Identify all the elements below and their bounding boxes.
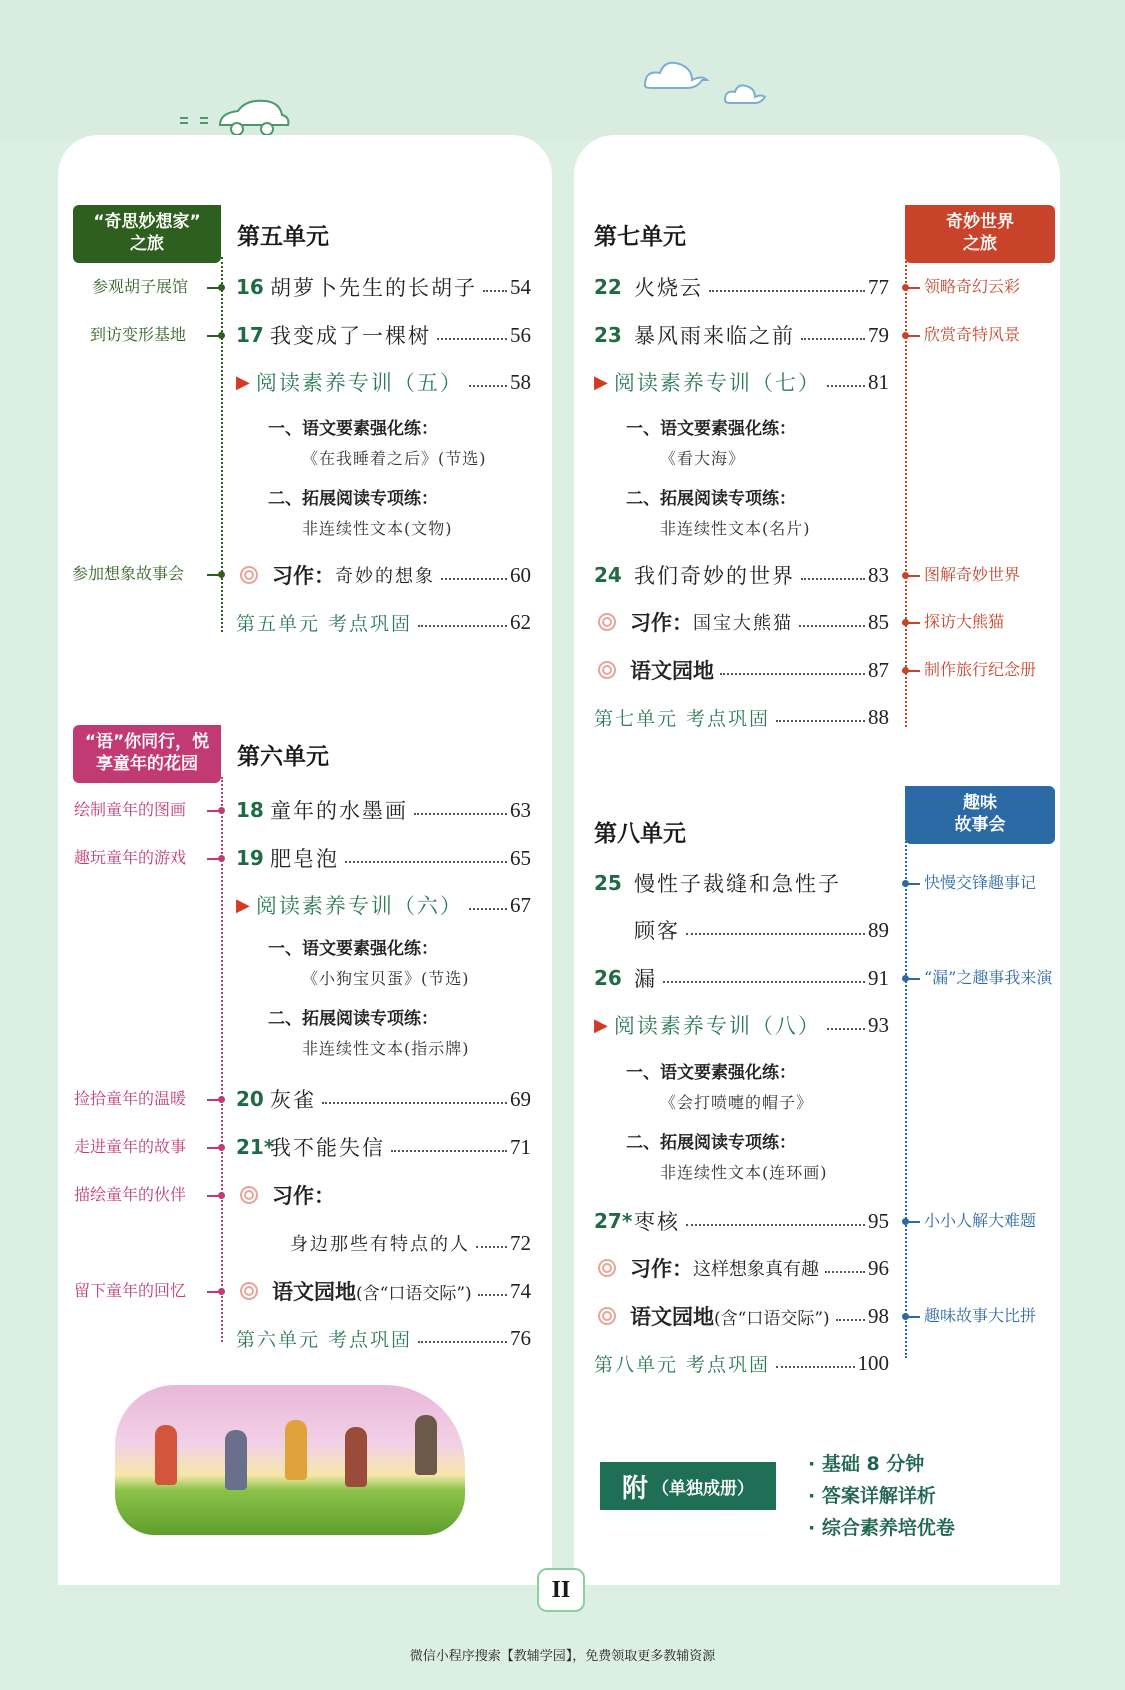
toc-entry-writing-6[interactable] xyxy=(236,1180,531,1210)
lesson-title: 胡萝卜先生的长胡子 xyxy=(270,276,477,300)
lesson-title: 肥皂泡 xyxy=(270,847,339,871)
timeline-dot xyxy=(218,284,225,291)
toc-entry-25[interactable] xyxy=(594,868,889,898)
side-label: 绘制童年的图画 xyxy=(74,800,187,819)
double-circle-icon xyxy=(240,1282,258,1300)
page-number: 83 xyxy=(868,562,889,587)
child-figure xyxy=(285,1420,307,1480)
sub-heading: 二、拓展阅读专项练： xyxy=(268,489,438,509)
lesson-title: 慢性子裁缝和急性子 xyxy=(634,872,841,896)
leader-dots xyxy=(825,1270,865,1273)
connector xyxy=(908,287,920,289)
sub-text: 非连续性文本(文物) xyxy=(302,519,453,538)
page-number: 77 xyxy=(868,274,889,299)
sub-text: 非连续性文本(连环画) xyxy=(660,1163,828,1182)
unit7-timeline xyxy=(905,257,907,727)
garden-note: (含“口语交际”) xyxy=(714,1308,830,1329)
garden-label: 语文园地 xyxy=(272,1279,356,1304)
page-number: 62 xyxy=(510,609,531,634)
lesson-title: 童年的水墨画 xyxy=(270,799,408,823)
leader-dots xyxy=(345,860,507,863)
side-label: 快慢交锋趣事记 xyxy=(924,873,1037,892)
side-label: 描绘童年的伙伴 xyxy=(74,1185,187,1204)
toc-entry-26[interactable] xyxy=(594,963,889,993)
footer-note: 微信小程序搜索【教辅学园】，免费领取更多教辅资源 xyxy=(409,1649,716,1664)
toc-entry-garden-6[interactable] xyxy=(236,1276,531,1306)
leader-dots xyxy=(827,384,865,387)
leader-dots xyxy=(483,289,507,292)
connector xyxy=(908,622,920,624)
arrow-right-icon: ▶ xyxy=(236,371,250,393)
page-number: 71 xyxy=(510,1134,531,1159)
lesson-number: 17 xyxy=(236,323,264,347)
page-number: 95 xyxy=(868,1208,889,1233)
timeline-dot xyxy=(218,807,225,814)
unit7-title: 第七单元 xyxy=(594,224,686,250)
unit8-timeline xyxy=(905,838,907,1358)
side-label: 图解奇妙世界 xyxy=(924,565,1021,584)
double-circle-icon xyxy=(598,613,616,631)
leader-dots xyxy=(709,289,865,292)
leader-dots xyxy=(799,624,865,627)
leader-dots xyxy=(437,337,507,340)
theme-tag-line2: 故事会 xyxy=(954,815,1006,835)
special-title: 阅读素养专训（六） xyxy=(255,894,463,918)
toc-entry-reading-training-6[interactable] xyxy=(236,890,531,920)
leader-dots xyxy=(478,1293,507,1296)
theme-tag-line1: “奇思妙想家” xyxy=(93,212,201,232)
appendix-item: · 综合素养培优卷 xyxy=(808,1517,955,1539)
appendix-item: · 答案详解详析 xyxy=(808,1485,936,1507)
sub-heading: 一、语文要素强化练： xyxy=(268,939,438,959)
child-figure xyxy=(415,1415,437,1475)
timeline-dot xyxy=(218,855,225,862)
timeline-dot xyxy=(218,332,225,339)
leader-dots xyxy=(801,337,865,340)
sub-heading: 二、拓展阅读专项练： xyxy=(626,1133,796,1153)
review-title: 第五单元 考点巩固 xyxy=(236,612,413,635)
toc-entry-20[interactable] xyxy=(236,1084,531,1114)
garden-label: 语文园地 xyxy=(630,1304,714,1329)
sub-text: 《看大海》 xyxy=(660,449,746,468)
sub-heading: 二、拓展阅读专项练： xyxy=(626,489,796,509)
toc-entry-writing-8[interactable] xyxy=(594,1253,889,1283)
connector xyxy=(908,670,920,672)
writing-title: 奇妙的想象 xyxy=(335,566,435,587)
toc-entry-garden-7[interactable] xyxy=(594,655,889,685)
children-running-illustration xyxy=(115,1385,465,1535)
child-figure xyxy=(345,1427,367,1487)
sub-text: 非连续性文本(名片) xyxy=(660,519,811,538)
connector xyxy=(908,335,920,337)
appendix-note: （单独成册） xyxy=(652,1478,754,1499)
unit8-title: 第八单元 xyxy=(594,821,686,847)
theme-tag-line1: “语”你同行，悦 xyxy=(84,732,210,752)
appendix-item: · 基础 8 分钟 xyxy=(808,1453,925,1475)
connector xyxy=(908,1316,920,1318)
lesson-title: 火烧云 xyxy=(634,276,703,300)
lesson-number: 27* xyxy=(594,1209,633,1233)
toc-entry-review-8[interactable] xyxy=(594,1348,889,1378)
theme-tag-line2: 享童年的花园 xyxy=(96,754,198,774)
page-number: 98 xyxy=(868,1303,889,1328)
unit5-title: 第五单元 xyxy=(237,224,329,250)
leader-dots xyxy=(663,980,865,983)
toc-entry-writing-6-cont[interactable] xyxy=(290,1228,531,1258)
side-label: “漏”之趣事我来演 xyxy=(924,968,1053,987)
leader-dots xyxy=(836,1318,865,1321)
garden-label: 语文园地 xyxy=(630,658,714,683)
page-number: 91 xyxy=(868,965,889,990)
side-label: 参加想象故事会 xyxy=(72,564,185,583)
theme-tag-line2: 之旅 xyxy=(963,234,997,254)
leader-dots xyxy=(686,932,865,935)
toc-entry-review-6[interactable] xyxy=(236,1323,531,1353)
connector xyxy=(908,1221,920,1223)
lesson-number: 23 xyxy=(594,323,622,347)
page-number: 89 xyxy=(868,917,889,942)
header-background xyxy=(0,0,1125,140)
lesson-title: 漏 xyxy=(634,967,657,991)
cloud-icon xyxy=(640,55,780,115)
timeline-dot xyxy=(218,1144,225,1151)
page-number: 54 xyxy=(510,274,531,299)
unit6-title: 第六单元 xyxy=(237,744,329,770)
writing-label: 习作： xyxy=(272,563,335,588)
sub-text: 《小狗宝贝蛋》(节选) xyxy=(302,969,470,988)
leader-dots xyxy=(469,907,507,910)
writing-label: 习作： xyxy=(272,1183,335,1208)
toc-entry-21[interactable] xyxy=(236,1132,531,1162)
page-number: 56 xyxy=(510,322,531,347)
writing-label: 习作： xyxy=(630,610,693,635)
lesson-title: 我不能失信 xyxy=(270,1136,385,1160)
connector xyxy=(908,978,920,980)
leader-dots xyxy=(476,1245,507,1248)
leader-dots xyxy=(827,1027,865,1030)
arrow-right-icon: ▶ xyxy=(594,1014,608,1036)
leader-dots xyxy=(418,1340,507,1343)
appendix-item-text: 综合素养培优卷 xyxy=(821,1517,955,1539)
special-title: 阅读素养专训（八） xyxy=(613,1014,821,1038)
side-label: 捡拾童年的温暖 xyxy=(74,1089,187,1108)
toc-entry-18[interactable] xyxy=(236,795,531,825)
sub-text: 《会打喷嚏的帽子》 xyxy=(660,1093,814,1112)
leader-dots xyxy=(776,1365,854,1368)
lesson-title: 我们奇妙的世界 xyxy=(634,564,795,588)
toc-entry-reading-training-8[interactable] xyxy=(594,1010,889,1040)
leader-dots xyxy=(720,672,865,675)
toc-entry-24[interactable] xyxy=(594,560,889,590)
unit7-theme-tag xyxy=(905,205,1055,263)
page-number: 63 xyxy=(510,797,531,822)
review-title: 第八单元 考点巩固 xyxy=(594,1353,771,1376)
sub-heading: 一、语文要素强化练： xyxy=(268,419,438,439)
double-circle-icon xyxy=(598,661,616,679)
lesson-number: 16 xyxy=(236,275,264,299)
timeline-dot xyxy=(218,1288,225,1295)
page-number: 87 xyxy=(868,657,889,682)
garden-note: (含“口语交际”) xyxy=(356,1283,472,1304)
connector xyxy=(908,575,920,577)
child-figure xyxy=(155,1425,177,1485)
toc-entry-16[interactable] xyxy=(236,272,531,302)
special-title: 阅读素养专训（五） xyxy=(255,371,463,395)
page-number: 65 xyxy=(510,845,531,870)
lesson-number: 19 xyxy=(236,846,264,870)
lesson-number: 18 xyxy=(236,798,264,822)
double-circle-icon xyxy=(240,566,258,584)
appendix-item-text: 答案详解详析 xyxy=(821,1485,936,1507)
appendix-badge xyxy=(600,1462,776,1510)
leader-dots xyxy=(441,577,507,580)
sub-heading: 一、语文要素强化练： xyxy=(626,419,796,439)
sub-heading: 二、拓展阅读专项练： xyxy=(268,1009,438,1029)
writing-label: 习作： xyxy=(630,1256,693,1281)
side-label: 趣玩童年的游戏 xyxy=(74,848,187,867)
side-label: 探访大熊猫 xyxy=(924,612,1005,631)
special-title: 阅读素养专训（七） xyxy=(613,371,821,395)
side-label: 欣赏奇特风景 xyxy=(924,325,1021,344)
page-number: 96 xyxy=(868,1255,889,1280)
page-number: 60 xyxy=(510,562,531,587)
lesson-number: 20 xyxy=(236,1087,264,1111)
leader-dots xyxy=(801,577,865,580)
side-label: 参观胡子展馆 xyxy=(92,277,189,296)
page-number: 74 xyxy=(510,1278,531,1303)
timeline-dot xyxy=(218,1096,225,1103)
toc-entry-23[interactable] xyxy=(594,320,889,350)
review-title: 第六单元 考点巩固 xyxy=(236,1328,413,1351)
leader-dots xyxy=(686,1223,865,1226)
page-number: 58 xyxy=(510,369,531,394)
lesson-title: 灰雀 xyxy=(270,1088,316,1112)
side-label: 留下童年的回忆 xyxy=(74,1281,187,1300)
writing-title: 国宝大熊猫 xyxy=(693,613,793,634)
unit8-theme-tag xyxy=(905,786,1055,844)
appendix-label: 附 xyxy=(621,1473,648,1504)
lesson-number: 25 xyxy=(594,871,622,895)
side-label: 到访变形基地 xyxy=(90,325,187,344)
page-number: 69 xyxy=(510,1086,531,1111)
writing-title: 这样想象真有趣 xyxy=(693,1259,819,1280)
page-number: 85 xyxy=(868,609,889,634)
appendix-list xyxy=(808,1448,955,1544)
toc-entry-reading-training-5[interactable] xyxy=(236,367,531,397)
sub-heading: 一、语文要素强化练： xyxy=(626,1063,796,1083)
arrow-right-icon: ▶ xyxy=(594,371,608,393)
writing-title: 身边那些有特点的人 xyxy=(290,1234,470,1255)
page-number: 93 xyxy=(868,1012,889,1037)
page-number: 79 xyxy=(868,322,889,347)
theme-tag-line1: 奇妙世界 xyxy=(946,212,1014,232)
leader-dots xyxy=(418,624,507,627)
side-label: 制作旅行纪念册 xyxy=(924,660,1037,679)
arrow-right-icon: ▶ xyxy=(236,894,250,916)
leader-dots xyxy=(414,812,507,815)
toc-entry-17[interactable] xyxy=(236,320,531,350)
side-label: 领略奇幻云彩 xyxy=(924,277,1021,296)
lesson-number: 26 xyxy=(594,966,622,990)
leader-dots xyxy=(322,1101,507,1104)
page-number: 72 xyxy=(510,1230,531,1255)
timeline-dot xyxy=(218,1192,225,1199)
appendix-item-text: 基础 8 分钟 xyxy=(821,1453,925,1475)
toc-entry-review-7[interactable] xyxy=(594,702,889,732)
side-label: 走进童年的故事 xyxy=(74,1137,187,1156)
lesson-title: 暴风雨来临之前 xyxy=(634,324,795,348)
page-number: 88 xyxy=(868,704,889,729)
toc-entry-22[interactable] xyxy=(594,272,889,302)
page-number: 81 xyxy=(868,369,889,394)
sub-text: 《在我睡着之后》(节选) xyxy=(302,449,487,468)
lesson-number: 24 xyxy=(594,563,622,587)
car-icon xyxy=(175,93,305,138)
toc-entry-writing-5[interactable] xyxy=(236,560,531,590)
double-circle-icon xyxy=(598,1307,616,1325)
toc-entry-reading-training-7[interactable] xyxy=(594,367,889,397)
sub-text: 非连续性文本(指示牌) xyxy=(302,1039,470,1058)
unit5-theme-tag xyxy=(73,205,221,263)
connector xyxy=(908,883,920,885)
toc-entry-garden-8[interactable] xyxy=(594,1301,889,1331)
toc-entry-writing-7[interactable] xyxy=(594,607,889,637)
lesson-number: 22 xyxy=(594,275,622,299)
toc-entry-25-cont[interactable] xyxy=(634,915,889,945)
page-number: 100 xyxy=(857,1350,889,1375)
toc-entry-19[interactable] xyxy=(236,843,531,873)
review-title: 第七单元 考点巩固 xyxy=(594,707,771,730)
page-number: 67 xyxy=(510,892,531,917)
timeline-dot xyxy=(218,571,225,578)
page-number-badge: II xyxy=(537,1568,585,1612)
lesson-title: 我变成了一棵树 xyxy=(270,324,431,348)
lesson-title: 枣核 xyxy=(634,1210,680,1234)
child-figure xyxy=(225,1430,247,1490)
toc-entry-27[interactable] xyxy=(594,1206,889,1236)
leader-dots xyxy=(469,384,507,387)
leader-dots xyxy=(776,719,865,722)
page-number: 76 xyxy=(510,1325,531,1350)
toc-entry-review-5[interactable] xyxy=(236,607,531,637)
leader-dots xyxy=(391,1149,507,1152)
side-label: 小小人解大难题 xyxy=(924,1211,1037,1230)
double-circle-icon xyxy=(240,1186,258,1204)
lesson-number: 21* xyxy=(236,1135,275,1159)
theme-tag-line1: 趣味 xyxy=(963,793,997,813)
double-circle-icon xyxy=(598,1259,616,1277)
unit6-theme-tag xyxy=(73,725,221,783)
side-label: 趣味故事大比拼 xyxy=(924,1306,1037,1325)
lesson-title: 顾客 xyxy=(634,919,680,943)
theme-tag-line2: 之旅 xyxy=(130,234,164,254)
